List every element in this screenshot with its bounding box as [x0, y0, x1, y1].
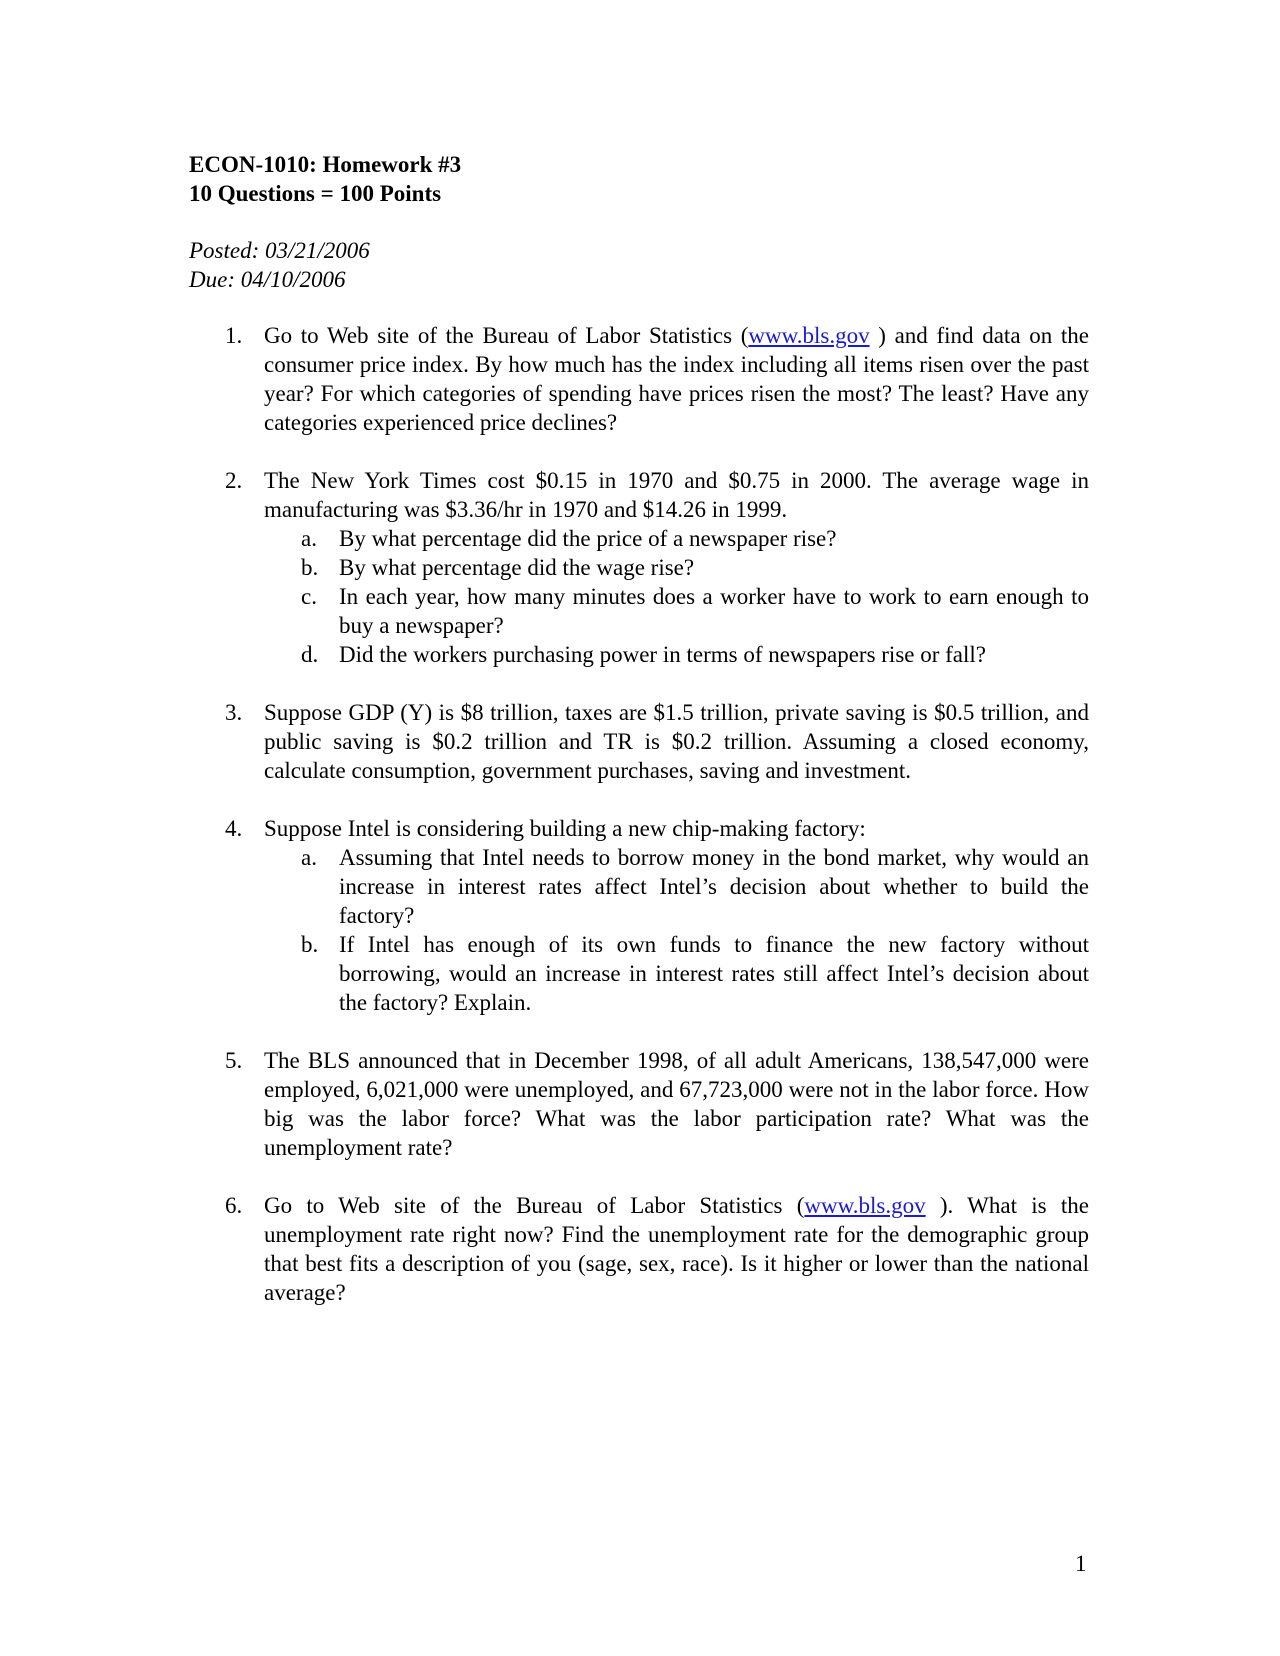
question-list [189, 321, 1089, 1307]
bls-link[interactable]: www.bls.gov [804, 1193, 926, 1218]
due-date: Due: 04/10/2006 [189, 267, 346, 292]
subquestion-letter: a. [301, 526, 317, 551]
question-5 [225, 1046, 1089, 1162]
document-body [189, 150, 1089, 1336]
question-text: Go to Web site of the Bureau of Labor Statistics ( [264, 1193, 805, 1218]
subquestion-letter: d. [301, 642, 319, 667]
question-2 [225, 466, 1089, 669]
subquestion-letter: b. [301, 555, 319, 580]
question-number: 6. [225, 1193, 243, 1218]
subquestion-text: In each year, how many minutes does a worker have to work to earn enough to buy a newspaper? [339, 584, 1089, 638]
question-text: Suppose GDP (Y) is $8 trillion, taxes are $1.5 trillion, private saving is $0.5 trillion, and public saving is $0.2 trillion and TR is $0.2 trillion. Assuming a closed economy, calculate consumption, government purchases, saving and investment. [264, 700, 1089, 783]
subquestion-list [264, 843, 1089, 1017]
subquestion-text: By what percentage did the price of a newspaper rise? [339, 526, 837, 551]
subquestion-text: Did the workers purchasing power in terms of newspapers rise or fall? [339, 642, 986, 667]
question-number: 4. [225, 816, 243, 841]
question-number: 2. [225, 468, 243, 493]
subquestion-letter: a. [301, 845, 317, 870]
question-text: The New York Times cost $0.15 in 1970 and $0.75 in 2000. The average wage in manufacturing was $3.36/hr in 1970 and $14.26 in 1999. [264, 468, 1089, 522]
subquestion-text: Assuming that Intel needs to borrow money in the bond market, why would an increase in interest rates affect Intel’s decision about whether to build the factory? [339, 845, 1089, 928]
question-6 [225, 1191, 1089, 1307]
question-3 [225, 698, 1089, 785]
question-text: ). What is the unemployment rate right now? Find the unemployment rate for the demographic group that best fits a description of you (sage, sex, race). Is it higher or lower than the national average? [264, 1193, 1089, 1305]
question-text: Suppose Intel is considering building a new chip-making factory: [264, 816, 866, 841]
question-text: The BLS announced that in December 1998, of all adult Americans, 138,547,000 were employed, 6,021,000 were unemployed, and 67,723,000 were not in the labor force. How big was the labor force? What was the labor participation rate? What was the unemployment rate? [264, 1048, 1089, 1160]
subquestion-4b [301, 930, 1089, 1017]
subquestion-letter: c. [301, 584, 317, 609]
subquestion-text: By what percentage did the wage rise? [339, 555, 695, 580]
question-1 [225, 321, 1089, 437]
question-text: Go to Web site of the Bureau of Labor Statistics ( [264, 323, 749, 348]
subquestion-letter: b. [301, 932, 319, 957]
posted-date: Posted: 03/21/2006 [189, 238, 370, 263]
question-4 [225, 814, 1089, 1017]
subquestion-2b [301, 553, 1089, 582]
page-number: 1 [1075, 1551, 1087, 1576]
subquestion-2a [301, 524, 1089, 553]
bls-link[interactable]: www.bls.gov [748, 323, 870, 348]
question-number: 3. [225, 700, 243, 725]
question-number: 1. [225, 323, 243, 348]
subquestion-text: If Intel has enough of its own funds to finance the new factory without borrowing, would an increase in interest rates still affect Intel’s decision about the factory? Explain. [339, 932, 1089, 1015]
question-text: ) and find data on the consumer price index. By how much has the index including all items risen over the past year? For which categories of spending have prices risen the most? The least? Have any categories experienced price declines? [264, 323, 1089, 435]
points-line: 10 Questions = 100 Points [189, 181, 442, 206]
subquestion-4a [301, 843, 1089, 930]
subquestion-2c [301, 582, 1089, 640]
homework-title: ECON-1010: Homework #3 [189, 152, 462, 177]
subquestion-list [264, 524, 1089, 669]
subquestion-2d [301, 640, 1089, 669]
question-number: 5. [225, 1048, 243, 1073]
